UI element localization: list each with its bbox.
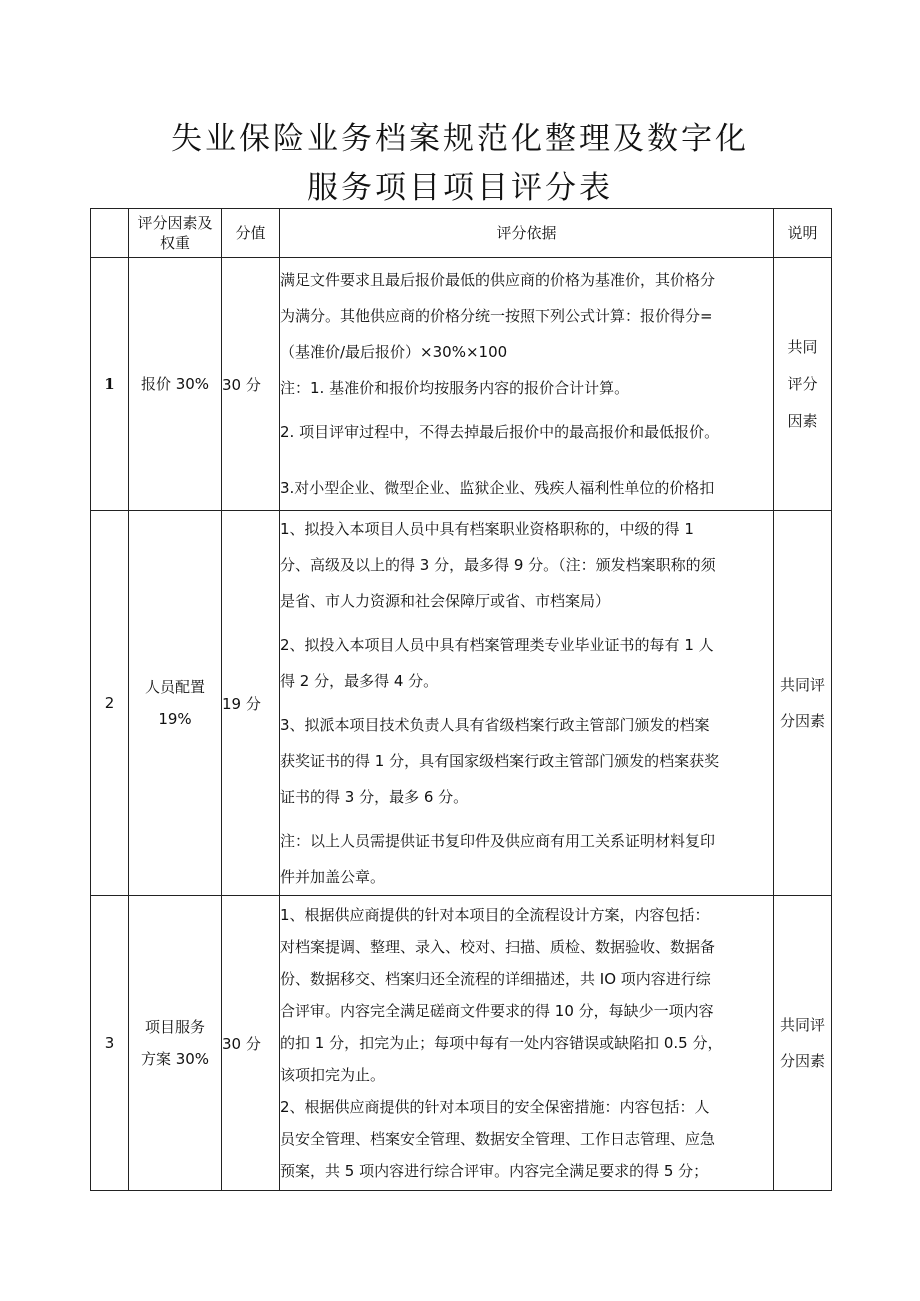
note-line3: 因素: [787, 411, 818, 430]
basis-line: 注：1. 基准价和报价均按服务内容的报价合计计算。: [280, 379, 630, 397]
basis-line: 证书的得 3 分，最多 6 分。: [280, 788, 469, 806]
row-note: [774, 511, 832, 896]
note-line2: 分因素: [779, 1052, 825, 1070]
basis-line: 3.对小型企业、微型企业、监狱企业、残疾人福利性单位的价格扣: [280, 479, 715, 497]
note-line2: 评分: [787, 374, 818, 393]
row-number: 2: [91, 511, 129, 896]
table-row: [91, 896, 832, 1191]
factor-line1: 人员配置: [144, 678, 205, 696]
basis-line: 1、根据供应商提供的针对本项目的全流程设计方案，内容包括：: [280, 906, 710, 924]
basis-line: 份、数据移交、档案归还全流程的详细描述，共 IO 项内容进行综: [280, 970, 711, 988]
factor-line2: 19%: [158, 710, 192, 728]
basis-line: 预案，共 5 项内容进行综合评审。内容完全满足要求的得 5 分；: [280, 1162, 709, 1180]
basis-line: （基准价/最后报价）×30%×100: [280, 343, 508, 361]
basis-line: 得 2 分，最多得 4 分。: [280, 672, 439, 690]
header-note: 说明: [774, 209, 832, 258]
factor-line1: 报价 30%: [140, 375, 210, 393]
note-line1: 共同评: [779, 676, 825, 694]
row-score: 19 分: [222, 511, 280, 896]
document-title-line2: 服务项目项目评分表: [307, 170, 613, 206]
document-title-line1: 失业保险业务档案规范化整理及数字化: [171, 121, 749, 157]
row-note: [774, 258, 832, 511]
basis-line: 的扣 1 分，扣完为止；每项中每有一处内容错误或缺陷扣 0.5 分，: [280, 1034, 723, 1052]
row-factor: [129, 258, 222, 511]
basis-line: 合评审。内容完全满足磋商文件要求的得 10 分，每缺少一项内容: [280, 1002, 714, 1020]
basis-line: 获奖证书的得 1 分，具有国家级档案行政主管部门颁发的档案获奖: [280, 752, 720, 770]
table-header-row: [91, 209, 832, 258]
row-factor: [129, 511, 222, 896]
scoring-table: [90, 208, 832, 1191]
row-number: 1: [91, 258, 129, 511]
row-basis: [280, 258, 774, 511]
basis-line: 件并加盖公章。: [280, 868, 386, 886]
header-basis: 评分依据: [280, 209, 774, 258]
row-basis: [280, 511, 774, 896]
basis-line: 对档案提调、整理、录入、校对、扫描、质检、数据验收、数据备: [280, 938, 716, 956]
note-line1: 共同: [787, 337, 818, 356]
table-row: [91, 258, 832, 511]
header-score: 分值: [222, 209, 280, 258]
basis-line: 3、拟派本项目技术负责人具有省级档案行政主管部门颁发的档案: [280, 716, 710, 734]
basis-line: 是省、市人力资源和社会保障厅或省、市档案局）: [280, 592, 611, 610]
basis-line: 2、拟投入本项目人员中具有档案管理类专业毕业证书的每有 1 人: [280, 636, 714, 654]
header-no: [91, 209, 129, 258]
row-factor: [129, 896, 222, 1191]
row-score: 30 分: [222, 258, 280, 511]
header-factor: [129, 209, 222, 258]
row-note: [774, 896, 832, 1191]
basis-line: 2、根据供应商提供的针对本项目的安全保密措施：内容包括：人: [280, 1098, 710, 1116]
basis-line: 员安全管理、档案安全管理、数据安全管理、工作日志管理、应急: [280, 1130, 716, 1148]
basis-line: 分、高级及以上的得 3 分，最多得 9 分。（注：颁发档案职称的须: [280, 556, 716, 574]
basis-line: 1、拟投入本项目人员中具有档案职业资格职称的，中级的得 1: [280, 520, 694, 538]
row-score: 30 分: [222, 896, 280, 1191]
header-factor-line2: 权重: [159, 234, 190, 252]
basis-line: 该项扣完为止。: [280, 1066, 386, 1084]
factor-line2: 方案 30%: [140, 1050, 210, 1068]
row-basis: [280, 896, 774, 1191]
header-factor-line1: 评分因素及: [137, 214, 213, 232]
row-number: 3: [91, 896, 129, 1191]
basis-line: 2. 项目评审过程中，不得去掉最后报价中的最高报价和最低报价。: [280, 423, 720, 441]
basis-line: 为满分。其他供应商的价格分统一按照下列公式计算：报价得分=: [280, 307, 713, 325]
basis-line: 满足文件要求且最后报价最低的供应商的价格为基准价，其价格分: [280, 271, 716, 289]
factor-line1: 项目服务: [144, 1018, 205, 1036]
basis-line: 注：以上人员需提供证书复印件及供应商有用工关系证明材料复印: [280, 832, 716, 850]
table-row: [91, 511, 832, 896]
note-line1: 共同评: [779, 1016, 825, 1034]
note-line2: 分因素: [779, 712, 825, 730]
